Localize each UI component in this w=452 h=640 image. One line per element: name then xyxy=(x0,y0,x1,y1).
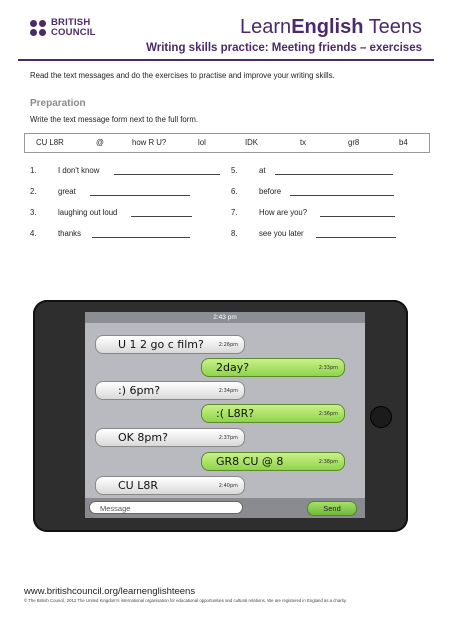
item-number: 1. xyxy=(30,166,37,175)
word-box xyxy=(24,133,430,153)
item-number: 3. xyxy=(30,208,37,217)
logo-dots-icon xyxy=(30,20,46,36)
tablet-device xyxy=(33,300,408,532)
answer-line[interactable] xyxy=(131,208,192,217)
word-item: CU L8R xyxy=(36,138,64,147)
item-text: at xyxy=(259,166,266,175)
logo-learn: Learn xyxy=(240,16,292,38)
message-bubble-sent xyxy=(201,358,345,377)
status-bar-time: 2:43 pm xyxy=(85,312,365,323)
message-time: 2:38pm xyxy=(318,458,338,465)
message-time: 2:26pm xyxy=(218,341,238,348)
message-text: U 1 2 go c film? xyxy=(118,338,204,351)
message-time: 2:33pm xyxy=(318,364,338,371)
answer-line[interactable] xyxy=(290,187,394,196)
item-text: I don't know xyxy=(58,166,100,175)
tablet-screen xyxy=(85,312,365,518)
word-item: how R U? xyxy=(132,138,167,147)
message-text: 2day? xyxy=(216,361,250,374)
item-number: 4. xyxy=(30,229,37,238)
learnenglish-teens-logo xyxy=(240,16,422,39)
answer-line[interactable] xyxy=(114,166,220,175)
item-text: before xyxy=(259,187,282,196)
message-bubble-received xyxy=(95,381,245,400)
answer-line[interactable] xyxy=(275,166,393,175)
item-number: 6. xyxy=(231,187,238,196)
word-item: gr8 xyxy=(348,138,360,147)
word-item: tx xyxy=(300,138,307,147)
message-text: :( L8R? xyxy=(216,407,255,420)
message-time: 2:40pm xyxy=(218,482,238,489)
british-council-logo xyxy=(30,18,96,38)
word-item: b4 xyxy=(399,138,408,147)
word-item: @ xyxy=(96,138,104,147)
footer-url[interactable]: www.britishcouncil.org/learnenglishteens xyxy=(24,586,196,597)
send-button[interactable]: Send xyxy=(307,501,357,516)
footer-copyright: © The British Council, 2012 The United Kingdom's international organisation for educational opportunities and cultural relations. We are registered in England as a charity. xyxy=(24,598,347,603)
page-title: Writing skills practice: Meeting friends – exercises xyxy=(146,42,422,54)
message-text: CU L8R xyxy=(118,479,158,492)
answer-line[interactable] xyxy=(316,229,396,238)
logo-teens: Teens xyxy=(363,16,422,38)
message-bubble-sent xyxy=(201,404,345,423)
message-input-bar xyxy=(85,498,365,518)
item-text: great xyxy=(58,187,76,196)
message-bubble-received xyxy=(95,476,245,495)
answer-line[interactable] xyxy=(320,208,395,217)
message-text: GR8 CU @ 8 xyxy=(216,455,284,468)
preparation-instruction: Write the text message form next to the full form. xyxy=(30,115,198,124)
item-text: see you later xyxy=(259,229,304,238)
item-number: 5. xyxy=(231,166,238,175)
home-button-icon xyxy=(370,406,392,428)
logo-english: English xyxy=(291,16,364,38)
word-item: IDK xyxy=(245,138,258,147)
intro-text: Read the text messages and do the exercises to practise and improve your writing skills. xyxy=(30,71,335,80)
preparation-heading: Preparation xyxy=(30,98,86,109)
message-time: 2:37pm xyxy=(218,434,238,441)
item-text: How are you? xyxy=(259,208,308,217)
message-time: 2:36pm xyxy=(318,410,338,417)
answer-line[interactable] xyxy=(90,187,190,196)
item-text: thanks xyxy=(58,229,81,238)
message-bubble-received xyxy=(95,428,245,447)
word-item: lol xyxy=(198,138,206,147)
message-text: OK 8pm? xyxy=(118,431,168,444)
message-time: 2:34pm xyxy=(218,387,238,394)
item-number: 7. xyxy=(231,208,238,217)
message-bubble-received xyxy=(95,335,245,354)
logo-line-1: BRITISH xyxy=(51,17,91,28)
item-number: 2. xyxy=(30,187,37,196)
item-text: laughing out loud xyxy=(58,208,118,217)
item-number: 8. xyxy=(231,229,238,238)
message-input[interactable]: Message xyxy=(89,501,243,514)
answer-line[interactable] xyxy=(92,229,190,238)
message-text: :) 6pm? xyxy=(118,384,161,397)
logo-line-2: COUNCIL xyxy=(51,27,96,38)
header-divider xyxy=(18,59,434,61)
message-bubble-sent xyxy=(201,452,345,471)
